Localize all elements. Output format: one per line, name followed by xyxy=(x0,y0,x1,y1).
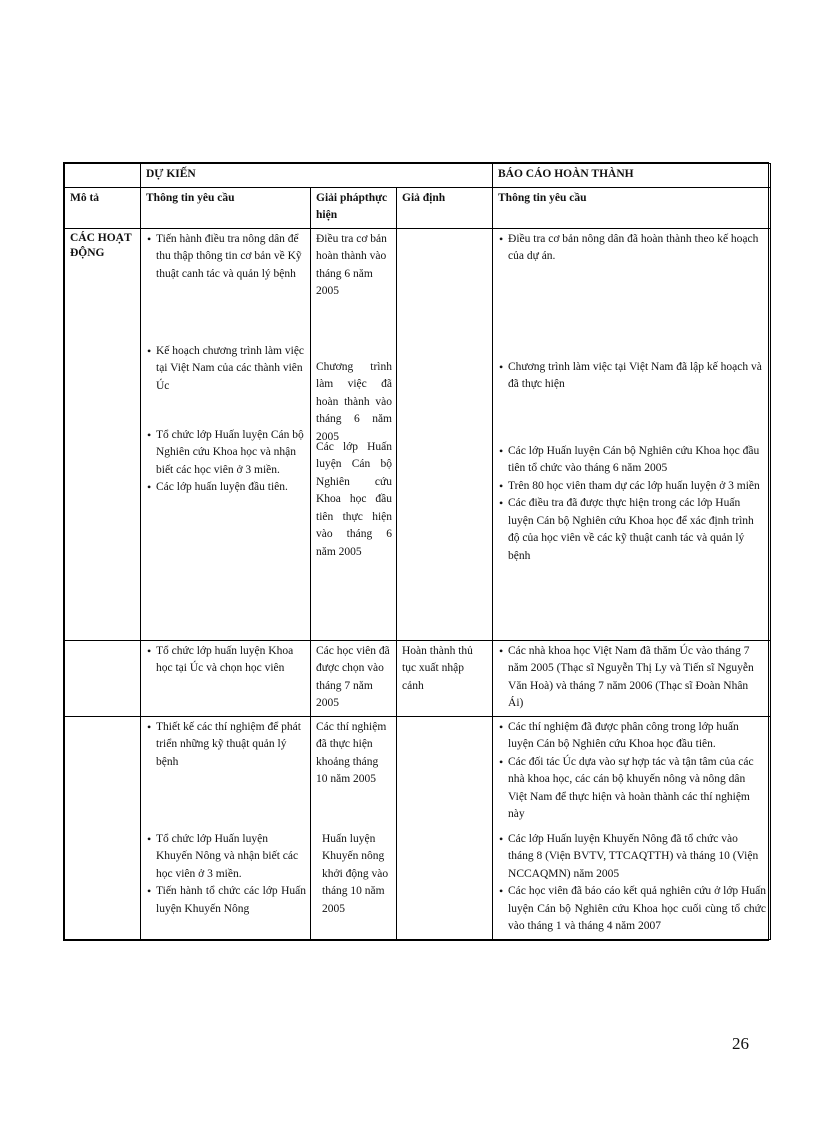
solution-text: Các học viên đã được chọn vào tháng 7 năm 2005 xyxy=(311,640,397,716)
list-item: • Chương trình làm việc tại Việt Nam đã lập kế hoạch và đã thực hiện xyxy=(508,359,766,394)
header-report-info: Thông tin yêu cầu xyxy=(493,187,771,228)
list-item: • Các lớp Huấn luyện Khuyến Nông đã tổ chức vào tháng 8 (Viện BVTV, TTCAQTTH) và tháng 10 (Viện NCCAQMN) năm 2005 xyxy=(508,831,766,884)
page-number: 26 xyxy=(732,1034,749,1053)
planned-cell xyxy=(141,716,311,939)
solution-text: Huấn luyện Khuyến nông khởi động vào tháng 10 năm 2005 xyxy=(322,832,389,915)
section-label: CÁC HOẠT ĐỘNG xyxy=(65,228,141,640)
planned-cell xyxy=(141,228,311,640)
solution-text: Điều tra cơ bản hoàn thành vào tháng 6 năm 2005 xyxy=(316,232,387,297)
table-group-header-row xyxy=(65,164,771,188)
header-empty-cell xyxy=(65,164,141,188)
header-info-required: Thông tin yêu cầu xyxy=(141,187,311,228)
list-item: • Trên 80 học viên tham dự các lớp huấn luyện ở 3 miền xyxy=(508,478,766,496)
list-item: • Các học viên đã báo cáo kết quả nghiên cứu ở lớp Huấn luyện Cán bộ Nghiên cứu Khoa học cuối cùng tổ chức vào tháng 1 và tháng 4 năm 2007 xyxy=(508,883,766,936)
planned-cell xyxy=(141,640,311,716)
list-item: • Tiến hành điều tra nông dân để thu thập thông tin cơ bản về Kỹ thuật canh tác và quản lý bệnh xyxy=(156,231,306,284)
solution-cell xyxy=(311,716,397,939)
list-item: • Tổ chức lớp Huấn luyện Khuyến Nông và nhận biết các học viên ở 3 miền. xyxy=(156,831,306,884)
header-solution: Giải phápthực hiện xyxy=(311,187,397,228)
list-item: • Thiết kế các thí nghiệm để phát triển những kỹ thuật quản lý bệnh xyxy=(156,719,306,772)
report-cell xyxy=(493,716,771,939)
list-item: • Tiến hành tổ chức các lớp Huấn luyện Khuyến Nông xyxy=(156,883,306,918)
list-item: • Các lớp Huấn luyện Cán bộ Nghiên cứu Khoa học đầu tiên tổ chức vào tháng 6 năm 2005 xyxy=(508,443,766,478)
header-description: Mô tả xyxy=(65,187,141,228)
table-row xyxy=(65,716,771,939)
solution-cell xyxy=(311,228,397,640)
header-assumption: Giả định xyxy=(397,187,493,228)
table-row xyxy=(65,640,771,716)
solution-text: Các lớp Huấn luyện Cán bộ Nghiên cứu Khoa học đầu tiên thực hiện vào tháng 6 năm 2005 xyxy=(316,440,392,558)
list-item: • Các điều tra đã được thực hiện trong các lớp Huấn luyện Cán bộ Nghiên cứu Khoa học để xác định trình độ của học viên về các kỹ thuật canh tác và quản lý bệnh xyxy=(508,495,766,565)
header-planned-group: DỰ KIẾN xyxy=(141,164,493,188)
solution-text: Chương trình làm việc đã hoàn thành vào tháng 6 năm 2005 xyxy=(316,360,392,443)
activity-report-table xyxy=(63,162,769,941)
list-item: • Các nhà khoa học Việt Nam đã thăm Úc vào tháng 7 năm 2005 (Thạc sĩ Nguyễn Thị Ly và Tiến sĩ Nguyễn Văn Hoà) và tháng 7 năm 2006 (Thạc sĩ Đoàn Nhân Ái) xyxy=(508,643,766,713)
list-item: • Tổ chức lớp huấn luyện Khoa học tại Úc và chọn học viên xyxy=(156,643,306,678)
list-item: • Tổ chức lớp Huấn luyện Cán bộ Nghiên cứu Khoa học và nhận biết các học viên ở 3 miền. xyxy=(156,427,306,480)
assumption-cell xyxy=(397,716,493,939)
solution-text: Các thí nghiệm đã thực hiện khoảng tháng 10 năm 2005 xyxy=(316,720,387,785)
report-cell xyxy=(493,640,771,716)
list-item: • Kế hoạch chương trình làm việc tại Việt Nam của các thành viên Úc xyxy=(156,343,306,396)
table-column-header-row xyxy=(65,187,771,228)
section-label xyxy=(65,716,141,939)
header-report-group: BÁO CÁO HOÀN THÀNH xyxy=(493,164,771,188)
assumption-text: Hoàn thành thủ tục xuất nhập cảnh xyxy=(397,640,493,716)
list-item: • Các lớp huấn luyện đầu tiên. xyxy=(156,479,306,497)
table-row xyxy=(65,228,771,640)
report-cell xyxy=(493,228,771,640)
list-item: • Điều tra cơ bản nông dân đã hoàn thành theo kế hoạch của dự án. xyxy=(508,231,766,266)
assumption-cell xyxy=(397,228,493,640)
list-item: • Các đối tác Úc dựa vào sự hợp tác và tận tâm của các nhà khoa học, các cán bộ khuyến nông và nông dân Việt Nam để thực hiện và hoàn thành các thí nghiệm này xyxy=(508,754,766,824)
list-item: • Các thí nghiệm đã được phân công trong lớp huấn luyện Cán bộ Nghiên cứu Khoa học đầu tiên. xyxy=(508,719,766,754)
section-label xyxy=(65,640,141,716)
